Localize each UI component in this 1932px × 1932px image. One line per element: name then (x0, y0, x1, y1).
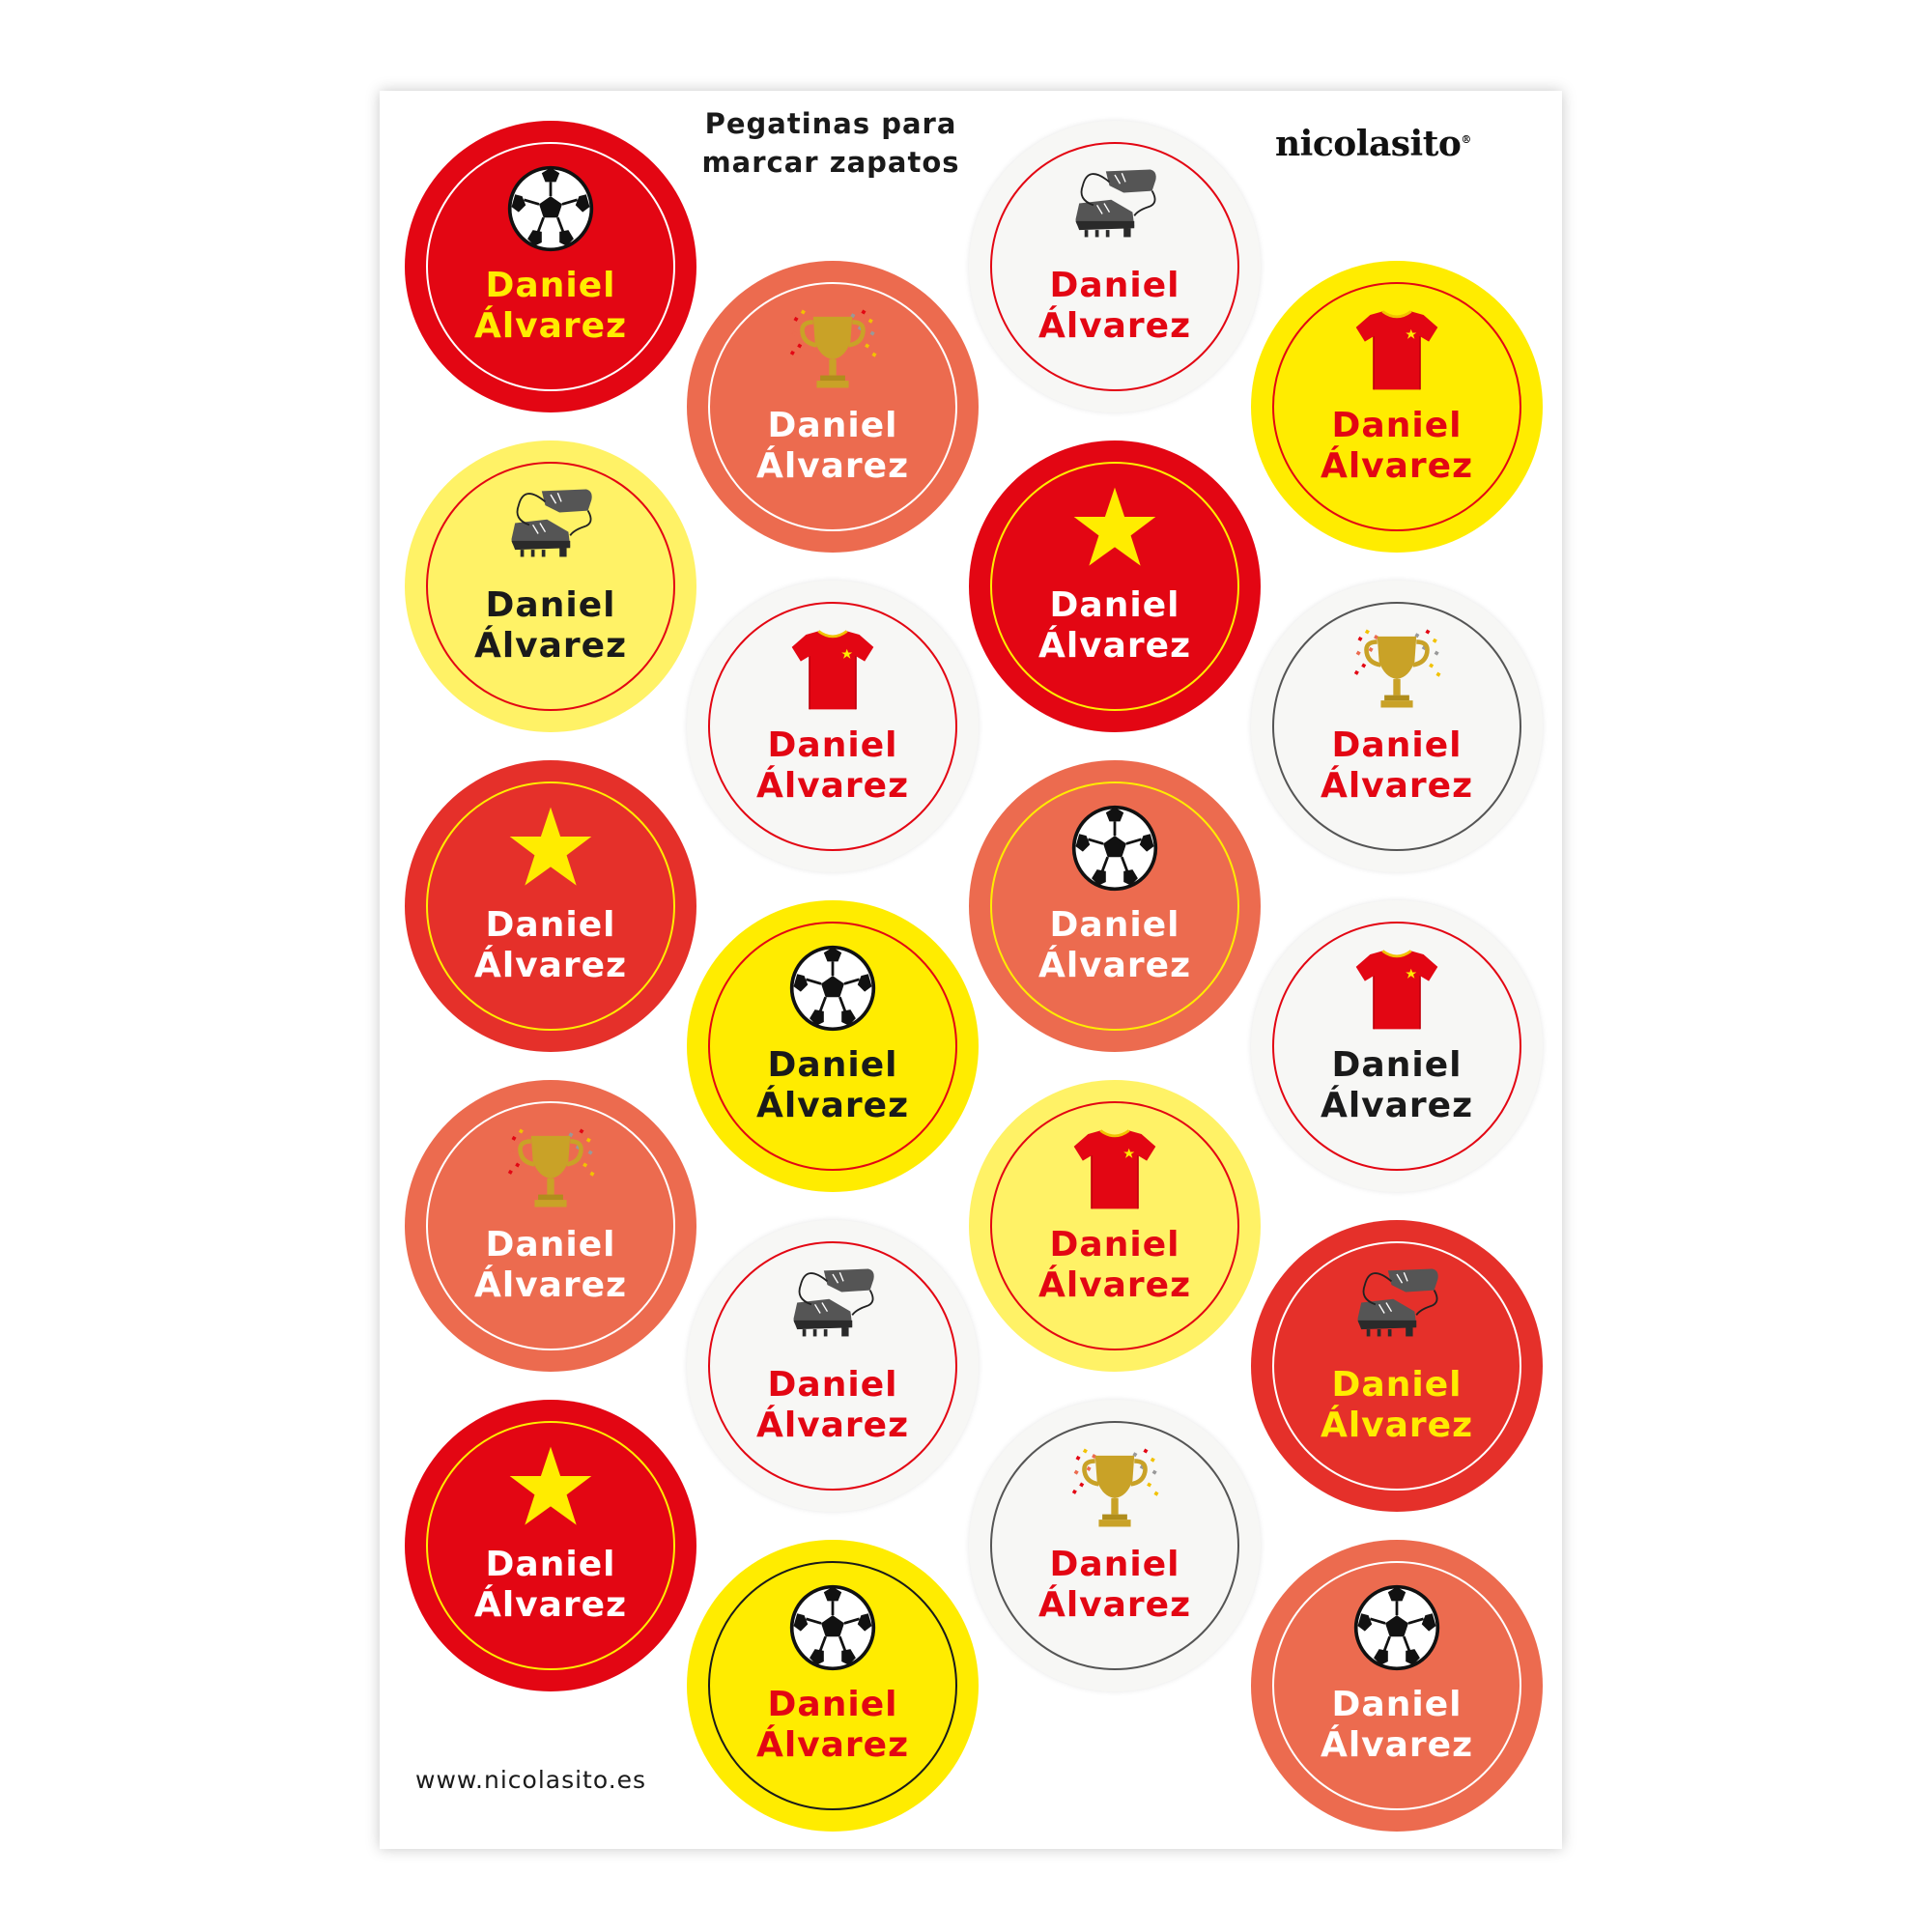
name-sticker (1251, 581, 1543, 872)
first-name: Daniel (1049, 266, 1180, 305)
name-sticker (405, 440, 696, 732)
last-name: Álvarez (473, 1585, 628, 1625)
first-name: Daniel (767, 725, 898, 765)
last-name: Álvarez (755, 1725, 910, 1765)
first-name: Daniel (485, 1225, 616, 1264)
first-name: Daniel (1331, 1365, 1463, 1405)
sticker-name (687, 406, 979, 487)
last-name: Álvarez (1320, 446, 1474, 486)
soccer-ball-icon (788, 1583, 877, 1672)
sticker-name (687, 1685, 979, 1766)
sticker-name (687, 725, 979, 807)
last-name: Álvarez (1037, 946, 1192, 985)
last-name: Álvarez (755, 1086, 910, 1125)
first-name: Daniel (485, 585, 616, 625)
sticker-name (405, 1225, 696, 1306)
name-sticker (1251, 261, 1543, 553)
name-sticker (405, 760, 696, 1052)
name-sticker (405, 1400, 696, 1691)
first-name: Daniel (485, 905, 616, 945)
sheet-title (676, 104, 985, 182)
sticker-name (969, 266, 1261, 347)
last-name: Álvarez (1037, 626, 1192, 666)
last-name: Álvarez (1037, 1585, 1192, 1625)
sticker-name (1251, 406, 1543, 487)
jersey-icon (1070, 1123, 1159, 1212)
last-name: Álvarez (473, 1265, 628, 1305)
name-sticker (969, 1080, 1261, 1372)
soccer-boots-icon (1070, 164, 1159, 253)
sticker-name (405, 905, 696, 986)
name-sticker (1251, 1220, 1543, 1512)
name-sticker (1251, 900, 1543, 1192)
first-name: Daniel (767, 1045, 898, 1085)
first-name: Daniel (767, 1685, 898, 1724)
sticker-name (969, 585, 1261, 667)
star-icon (506, 804, 595, 893)
last-name: Álvarez (1037, 1265, 1192, 1305)
last-name: Álvarez (1037, 306, 1192, 346)
last-name: Álvarez (755, 1406, 910, 1445)
star-icon (506, 1443, 595, 1532)
name-sticker (969, 760, 1261, 1052)
first-name: Daniel (1331, 725, 1463, 765)
sticker-name (405, 1545, 696, 1626)
soccer-ball-icon (506, 164, 595, 253)
jersey-icon (1352, 944, 1441, 1033)
name-sticker (969, 440, 1261, 732)
first-name: Daniel (1049, 1225, 1180, 1264)
registered-mark: ® (1461, 133, 1471, 146)
first-name: Daniel (485, 1545, 616, 1584)
sticker-name (687, 1365, 979, 1446)
name-sticker (687, 1220, 979, 1512)
sticker-name (969, 1545, 1261, 1626)
trophy-icon (1352, 624, 1441, 713)
first-name: Daniel (1049, 585, 1180, 625)
name-sticker (969, 121, 1261, 412)
last-name: Álvarez (473, 306, 628, 346)
soccer-ball-icon (1352, 1583, 1441, 1672)
last-name: Álvarez (1320, 1725, 1474, 1765)
title-line-2: marcar zapatos (701, 146, 960, 179)
brand-logo (1275, 124, 1471, 164)
first-name: Daniel (1331, 406, 1463, 445)
website-url: www.nicolasito.es (415, 1766, 647, 1794)
soccer-boots-icon (1352, 1264, 1441, 1352)
sticker-name (969, 905, 1261, 986)
last-name: Álvarez (1320, 1086, 1474, 1125)
soccer-boots-icon (788, 1264, 877, 1352)
last-name: Álvarez (473, 946, 628, 985)
sticker-name (1251, 725, 1543, 807)
sticker-name (687, 1045, 979, 1126)
first-name: Daniel (1049, 1545, 1180, 1584)
last-name: Álvarez (755, 446, 910, 486)
jersey-icon (1352, 304, 1441, 393)
name-sticker (687, 581, 979, 872)
sticker-name (1251, 1045, 1543, 1126)
last-name: Álvarez (755, 766, 910, 806)
trophy-icon (788, 304, 877, 393)
first-name: Daniel (1049, 905, 1180, 945)
name-sticker (687, 900, 979, 1192)
brand-name: nicolasito (1275, 124, 1462, 164)
name-sticker (405, 121, 696, 412)
first-name: Daniel (767, 406, 898, 445)
sticker-name (405, 266, 696, 347)
name-sticker (969, 1400, 1261, 1691)
soccer-ball-icon (1070, 804, 1159, 893)
name-sticker (687, 1540, 979, 1832)
name-sticker (405, 1080, 696, 1372)
sticker-name (405, 585, 696, 667)
trophy-icon (1070, 1443, 1159, 1532)
name-sticker (1251, 1540, 1543, 1832)
first-name: Daniel (1331, 1045, 1463, 1085)
soccer-boots-icon (506, 484, 595, 573)
last-name: Álvarez (473, 626, 628, 666)
first-name: Daniel (767, 1365, 898, 1405)
first-name: Daniel (1331, 1685, 1463, 1724)
sticker-name (969, 1225, 1261, 1306)
last-name: Álvarez (1320, 1406, 1474, 1445)
first-name: Daniel (485, 266, 616, 305)
sticker-name (1251, 1685, 1543, 1766)
sticker-name (1251, 1365, 1543, 1446)
star-icon (1070, 484, 1159, 573)
jersey-icon (788, 624, 877, 713)
title-line-1: Pegatinas para (704, 107, 957, 140)
last-name: Álvarez (1320, 766, 1474, 806)
soccer-ball-icon (788, 944, 877, 1033)
name-sticker (687, 261, 979, 553)
trophy-icon (506, 1123, 595, 1212)
